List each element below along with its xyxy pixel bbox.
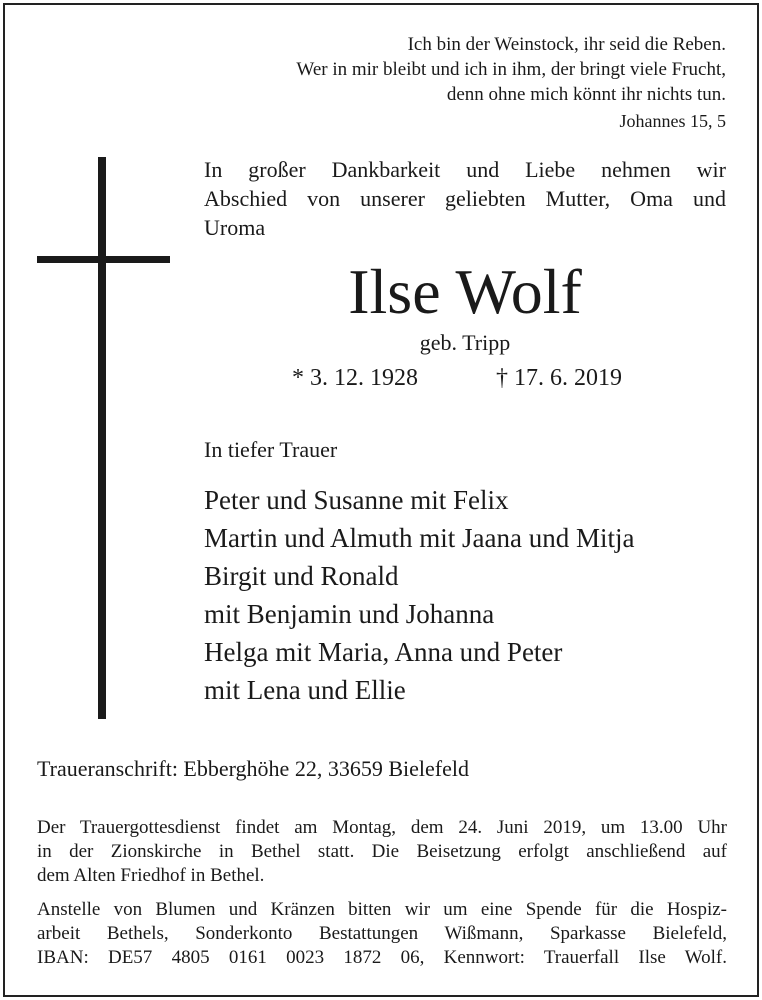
donation-line: Anstelle von Blumen und Kränzen bitten wir um eine Spende für die Hospiz- (37, 899, 727, 920)
bible-verse (296, 32, 726, 134)
verse-reference: Johannes 15, 5 (619, 111, 726, 131)
cross-icon (98, 157, 106, 719)
donation-line: arbeit Bethels, Sonderkonto Bestattungen Wißmann, Sparkasse Bielefeld, (37, 923, 727, 944)
mourning-address: Traueranschrift: Ebberghöhe 22, 33659 Bielefeld (37, 756, 469, 781)
cross-icon-bar (37, 256, 170, 263)
service-line: Der Trauergottesdienst findet am Montag, dem 24. Juni 2019, um 13.00 Uhr (37, 817, 727, 838)
verse-line: denn ohne mich könnt ihr nichts tun. (446, 84, 726, 105)
intro-line: Uroma (204, 215, 266, 240)
service-line: in der Zionskirche in Bethel statt. Die Beisetzung erfolgt anschließend auf (37, 841, 727, 862)
intro-text (204, 155, 726, 242)
mourning-heading: In tiefer Trauer (204, 437, 338, 462)
mourner-line: Birgit und Ronald (204, 561, 399, 591)
verse-line: Ich bin der Weinstock, ihr seid die Reben. (407, 34, 726, 55)
mourner-line: mit Benjamin und Johanna (204, 599, 495, 629)
birth-name: geb. Tripp (419, 330, 511, 355)
mourner-line: Helga mit Maria, Anna und Peter (204, 637, 563, 667)
service-line: dem Alten Friedhof in Bethel. (37, 865, 265, 886)
mourner-line: Peter und Susanne mit Felix (204, 485, 509, 515)
intro-line: In großer Dankbarkeit und Liebe nehmen wir (204, 157, 726, 182)
mourners-list (204, 481, 634, 709)
death-date: † 17. 6. 2019 (496, 365, 622, 391)
intro-line: Abschied von unserer geliebten Mutter, Oma und (204, 186, 726, 211)
donation-info (37, 898, 727, 970)
deceased-name: Ilse Wolf (348, 256, 582, 327)
donation-line: IBAN: DE57 4805 0161 0023 1872 06, Kennwort: Trauerfall Ilse Wolf. (37, 947, 727, 968)
mourner-line: mit Lena und Ellie (204, 675, 406, 705)
verse-line: Wer in mir bleibt und ich in ihm, der bringt viele Frucht, (296, 59, 726, 80)
mourner-line: Martin und Almuth mit Jaana und Mitja (204, 523, 635, 553)
service-info (37, 816, 727, 888)
birth-date: * 3. 12. 1928 (292, 365, 418, 391)
